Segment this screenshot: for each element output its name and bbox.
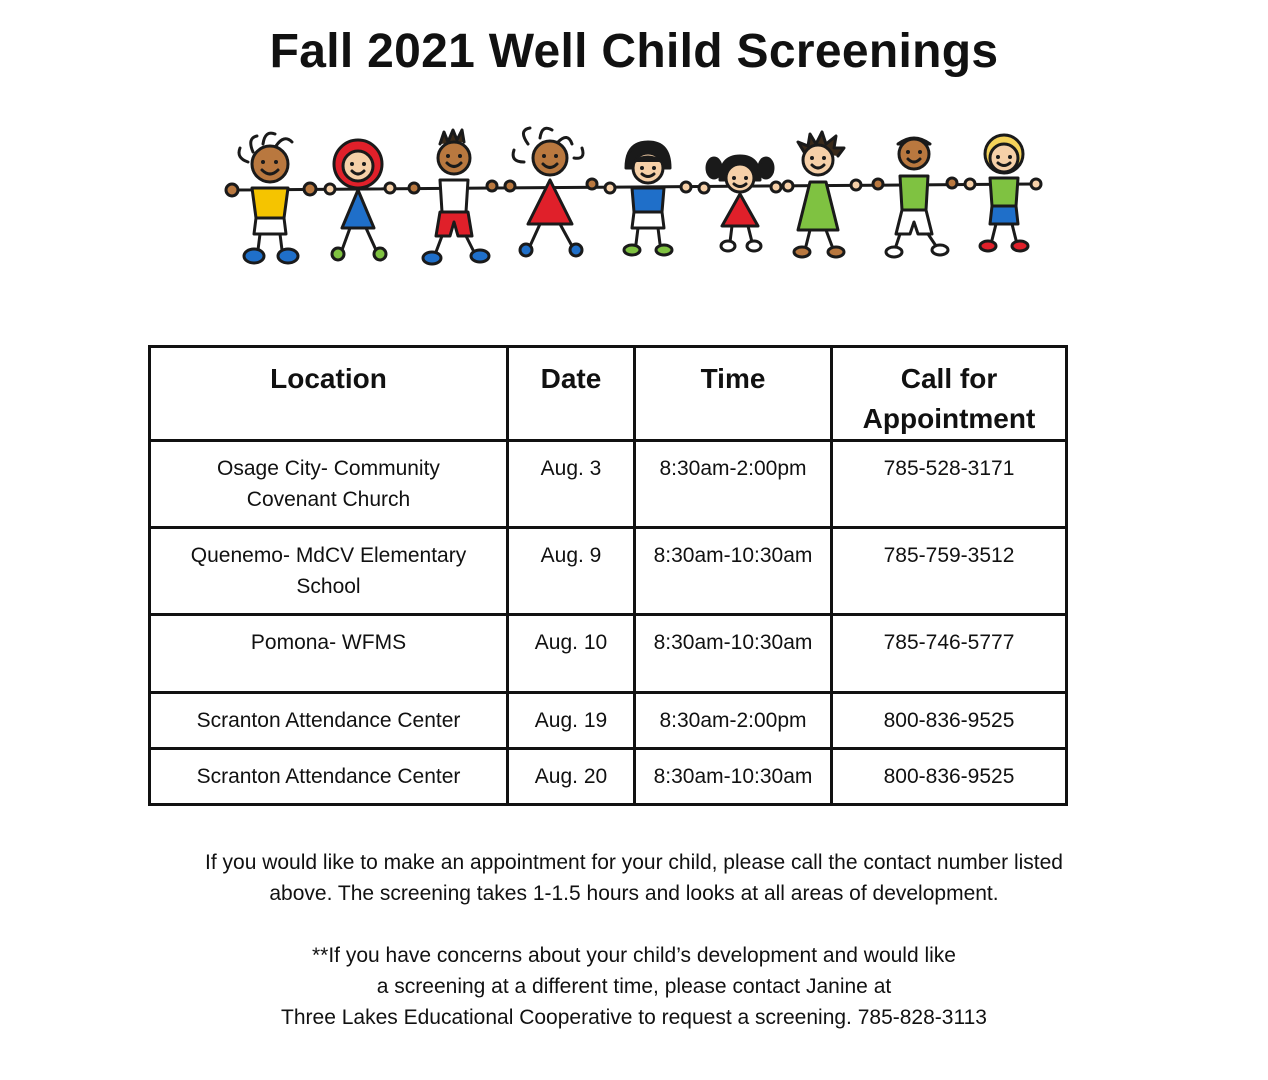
location-cell: [150, 441, 508, 528]
concerns-note-line-1: **If you have concerns about your child’s development and would like: [311, 944, 956, 967]
concerns-note-line-2: a screening at a different time, please contact Janine at: [376, 975, 892, 998]
date-cell: Aug. 20: [508, 749, 635, 805]
location-cell: [150, 528, 508, 615]
appointment-note-line-1: If you would like to make an appointment for your child, please call the contact number listed: [205, 851, 1063, 874]
child-2: [325, 140, 395, 260]
time-cell: 8:30am-2:00pm: [635, 441, 832, 528]
location-line-1: Quenemo- MdCV Elementary: [190, 544, 467, 567]
phone-cell: 785-759-3512: [832, 528, 1067, 615]
location-cell: Scranton Attendance Center: [150, 693, 508, 749]
child-1: [226, 133, 316, 263]
table-header-row: [150, 347, 1067, 441]
child-3: [409, 130, 497, 264]
table-row: [150, 441, 1067, 528]
date-cell: Aug. 19: [508, 693, 635, 749]
header-date: Date: [508, 347, 635, 441]
date-cell: Aug. 9: [508, 528, 635, 615]
location-line-2: Covenant Church: [246, 488, 411, 511]
time-cell: 8:30am-10:30am: [635, 528, 832, 615]
header-call-line-2: Appointment: [862, 403, 1036, 434]
table-row: [150, 615, 1067, 693]
header-time: Time: [635, 347, 832, 441]
appointment-note: [0, 847, 1268, 909]
phone-cell: 785-746-5777: [832, 615, 1067, 693]
header-location: Location: [150, 347, 508, 441]
child-5: [605, 142, 691, 255]
table-row: [150, 749, 1067, 805]
child-4: [505, 128, 597, 256]
phone-cell: 800-836-9525: [832, 693, 1067, 749]
location-cell: Pomona- WFMS: [150, 615, 508, 693]
child-9: [965, 135, 1041, 251]
table-row: [150, 693, 1067, 749]
header-call-line-1: Call for: [900, 363, 998, 394]
location-line-1: Osage City- Community: [217, 457, 440, 480]
page-title: Fall 2021 Well Child Screenings: [269, 25, 999, 78]
time-cell: 8:30am-10:30am: [635, 749, 832, 805]
location-line-2: School: [296, 575, 361, 598]
child-8: [873, 138, 957, 257]
children-illustration: [218, 122, 1048, 277]
concerns-note: [0, 940, 1268, 1033]
appointment-note-line-2: above. The screening takes 1-1.5 hours and looks at all areas of development.: [269, 882, 999, 905]
header-call-for-appointment: [832, 347, 1067, 441]
concerns-note-line-3: Three Lakes Educational Cooperative to request a screening. 785-828-3113: [281, 1006, 987, 1029]
screenings-table: [148, 345, 1068, 806]
child-6: [699, 156, 781, 251]
child-7: [783, 132, 861, 257]
phone-cell: 785-528-3171: [832, 441, 1067, 528]
phone-cell: 800-836-9525: [832, 749, 1067, 805]
date-cell: Aug. 3: [508, 441, 635, 528]
time-cell: 8:30am-2:00pm: [635, 693, 832, 749]
time-cell: 8:30am-10:30am: [635, 615, 832, 693]
date-cell: Aug. 10: [508, 615, 635, 693]
location-cell: Scranton Attendance Center: [150, 749, 508, 805]
table-row: [150, 528, 1067, 615]
